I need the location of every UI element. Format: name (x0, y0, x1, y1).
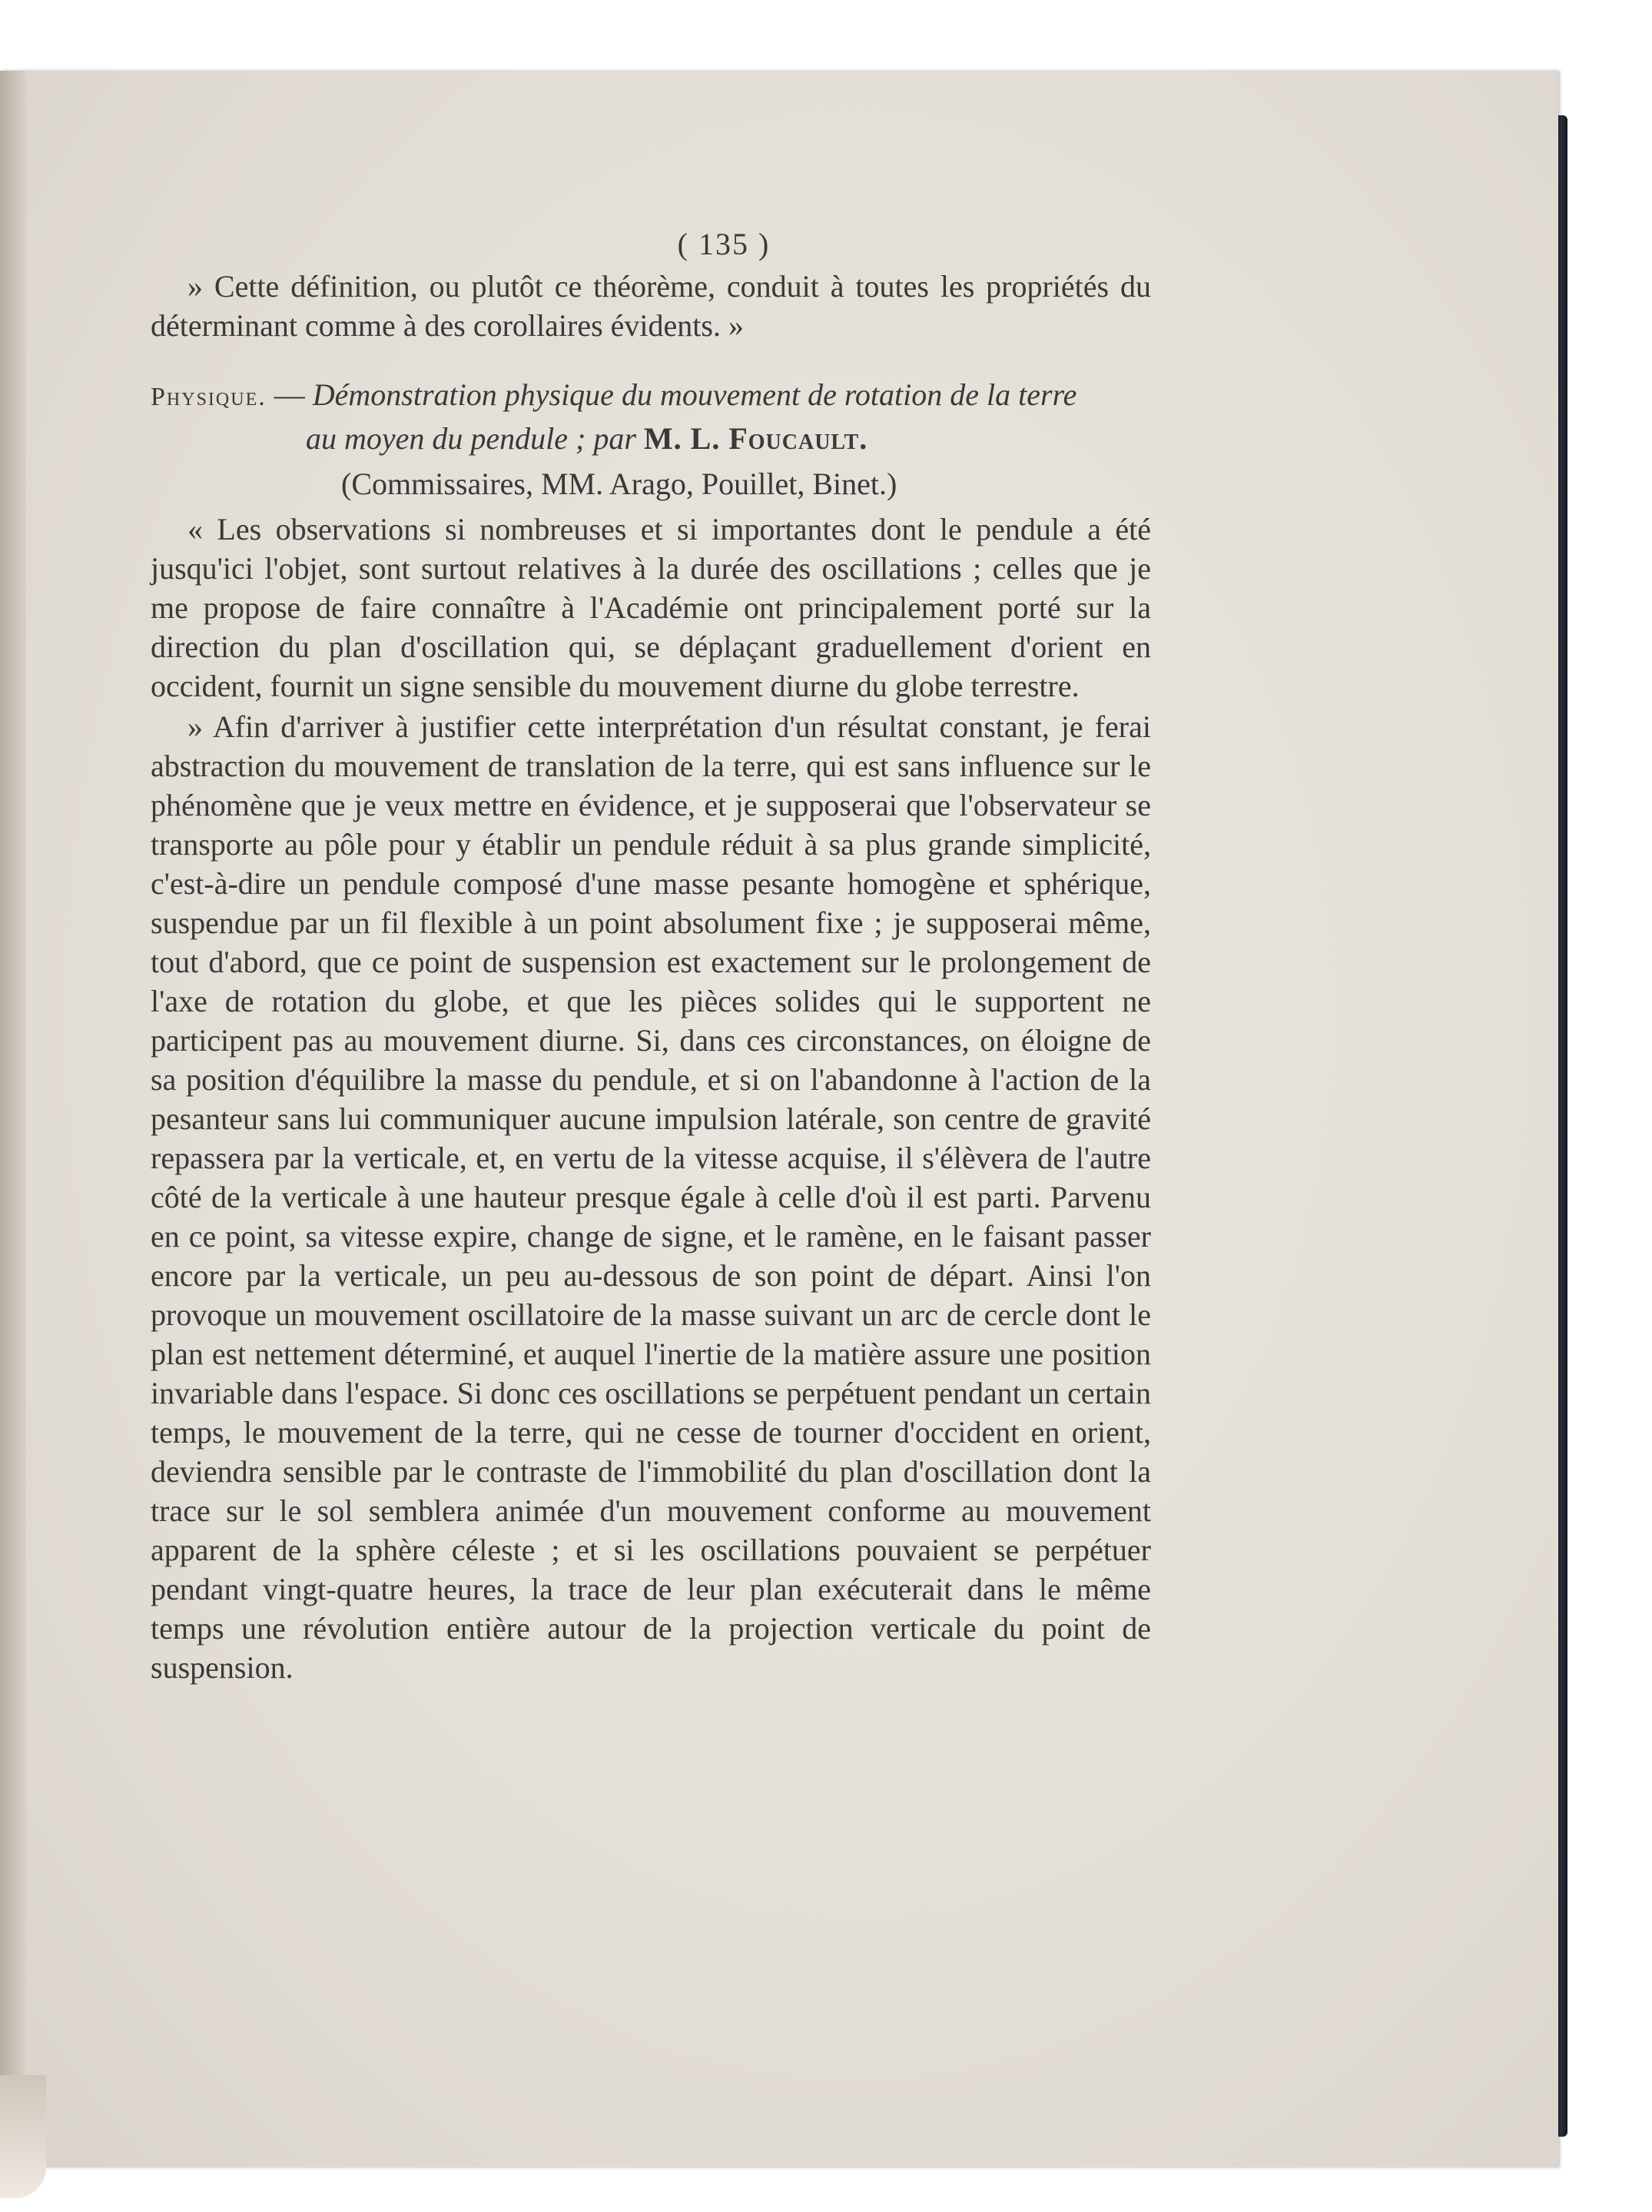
article-title-line2-wrap (151, 418, 1151, 460)
page-corner-curl (0, 2075, 46, 2198)
article-title-line2: au moyen du pendule ; par (306, 421, 636, 456)
commissioners-line: (Commissaires, MM. Arago, Pouillet, Binet.) (341, 467, 897, 501)
section-label: Physique. (151, 383, 267, 411)
body-paragraph-2: » Afin d'arriver à justifier cette interprétation d'un résultat constant, je ferai abstraction du mouvement de translation de la terre, qui est sans influence sur le phénomène que je veux mettre en évidence, et je supposerai que l'observateur se transporte au pôle pour y établir un pendule réduit à sa plus grande simplicité, c'est-à-dire un pendule composé d'une masse pesante homogène et sphérique, suspendue par un fil flexible à un point absolument fixe ; je supposerai même, tout d'abord, que ce point de suspension est exactement sur le prolongement de l'axe de rotation du globe, et que les pièces solides qui le supportent ne participent pas au mouvement diurne. Si, dans ces circonstances, on éloigne de sa position d'équilibre la masse du pendule, et si on l'abandonne à l'action de la pesanteur sans lui communiquer aucune impulsion latérale, son centre de gravité repassera par la verticale, et, en vertu de la vitesse acquise, il s'élèvera de l'autre côté de la verticale à une hauteur presque égale à celle d'où il est parti. Parvenu en ce point, sa vitesse expire, change de signe, et le ramène, en le faisant passer encore par la verticale, un peu au-dessous de son point de départ. Ainsi l'on provoque un mouvement oscillatoire de la masse suivant un arc de cercle dont le plan est nettement déterminé, et auquel l'inertie de la matière assure une position invariable dans l'espace. Si donc ces oscillations se perpétuent pendant un certain temps, le mouvement de la terre, qui ne cesse de tourner d'occident en orient, deviendra sensible par le contraste de l'immobilité du plan d'oscillation dont la trace sur le sol semblera animée d'un mouvement conforme au mouvement apparent de la sphère céleste ; et si les oscillations pouvaient se perpétuer pendant vingt-quatre heures, la trace de leur plan exécuterait dans le même temps une révolution entière autour de la projection verticale du point de suspension. (151, 709, 1151, 1685)
article-heading (151, 374, 1151, 460)
page-gutter-shadow (0, 71, 26, 2167)
article-author: M. L. Foucault. (643, 421, 868, 456)
continuation-paragraph: » Cette définition, ou plutôt ce théorème, conduit à toutes les propriétés du déterminant comme à des corollaires évidents. » (151, 269, 1151, 343)
heading-dash: — (274, 377, 305, 412)
article-title-line1: Démonstration physique du mouvement de rotation de la terre (312, 377, 1077, 412)
body-paragraph-1: « Les observations si nombreuses et si importantes dont le pendule a été jusqu'ici l'objet, sont surtout relatives à la durée des oscillations ; celles que je me propose de faire connaître à l'Académie ont principalement porté sur la direction du plan d'oscillation qui, se déplaçant graduellement d'orient en occident, fournit un signe sensible du mouvement diurne du globe terrestre. (151, 512, 1151, 703)
page-number: ( 135 ) (677, 227, 771, 261)
page-text-block (151, 224, 1151, 1687)
